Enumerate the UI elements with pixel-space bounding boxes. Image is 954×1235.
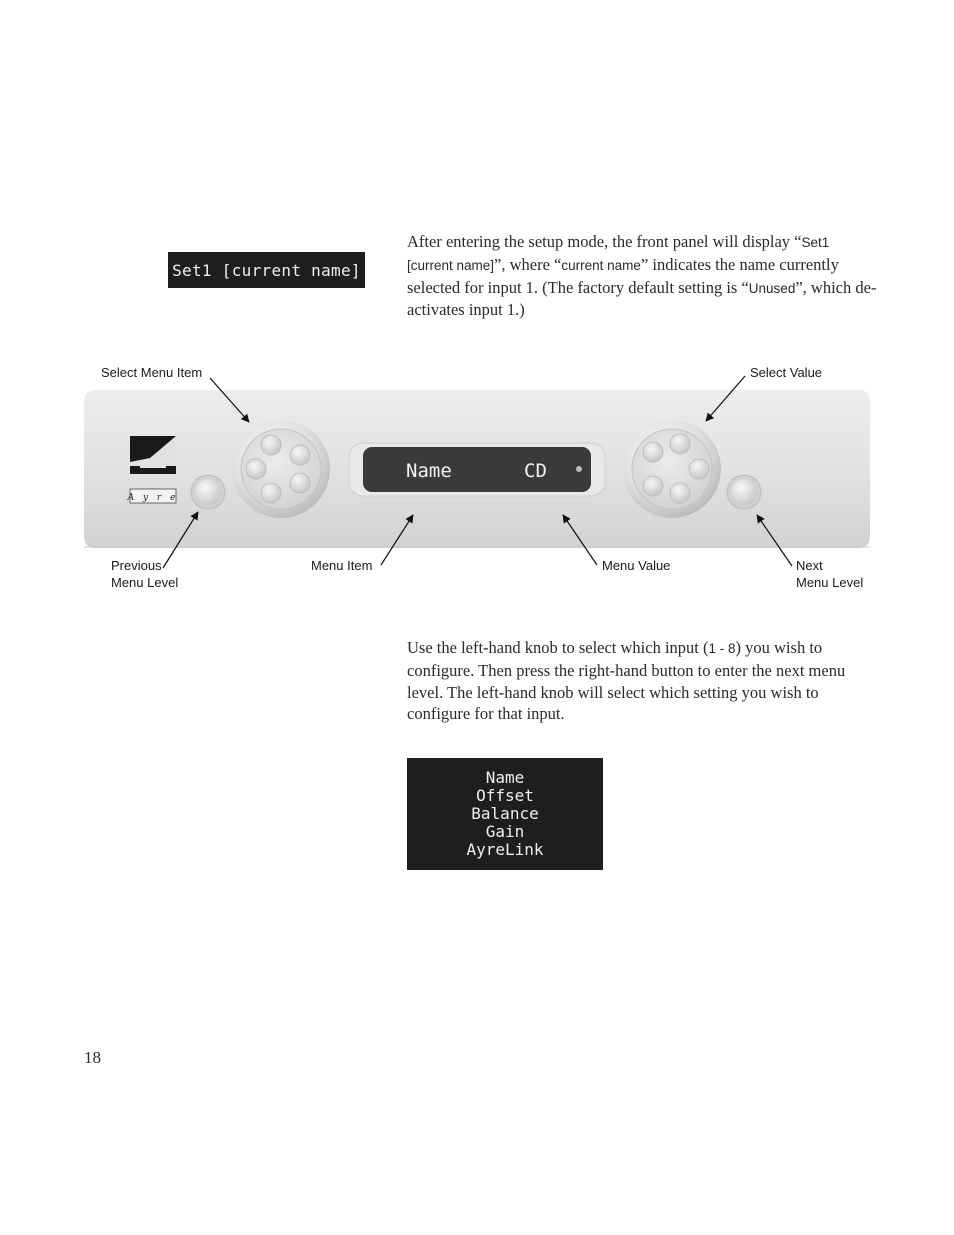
ayre-logo: [127, 436, 179, 503]
menu-option: Balance: [471, 804, 539, 823]
svg-text:Name: Name: [406, 460, 452, 482]
panel-display: [349, 443, 605, 496]
label-next-menu-level: Next Menu Level: [796, 558, 864, 590]
menu-option: Offset: [476, 786, 534, 805]
svg-text:A y r e: A y r e: [127, 493, 179, 503]
label-menu-item: Menu Item: [311, 558, 373, 573]
label-menu-value: Menu Value: [602, 558, 671, 573]
menu-option: Name: [485, 768, 525, 787]
menu-option: Gain: [485, 822, 525, 841]
svg-text:CD: CD: [524, 460, 547, 482]
left-knob: [232, 420, 330, 518]
menu-option: AyreLink: [466, 840, 544, 859]
label-previous-menu-level: Previous Menu Level: [111, 558, 179, 590]
label-select-menu-item: Select Menu Item: [101, 365, 203, 380]
setup-intro-paragraph: After entering the setup mode, the front panel will display “Set1 [current name]”, where “current name” indicates the name currently selected for input 1. (The factory default setting is “Unused”, which de-activates input 1.): [407, 232, 877, 320]
setup-display-preview: Set1 [current name]: [168, 252, 365, 288]
page-number: 18: [84, 1048, 101, 1067]
right-knob: [623, 420, 721, 518]
label-select-value: Select Value: [750, 365, 823, 380]
knob-usage-paragraph: Use the left-hand knob to select which input (1 - 8) you wish to configure. Then press the right-hand button to enter the next menu level. The left-hand knob will select which setting you wish to configure for that input.: [407, 638, 846, 724]
settings-menu-display: [407, 758, 603, 870]
